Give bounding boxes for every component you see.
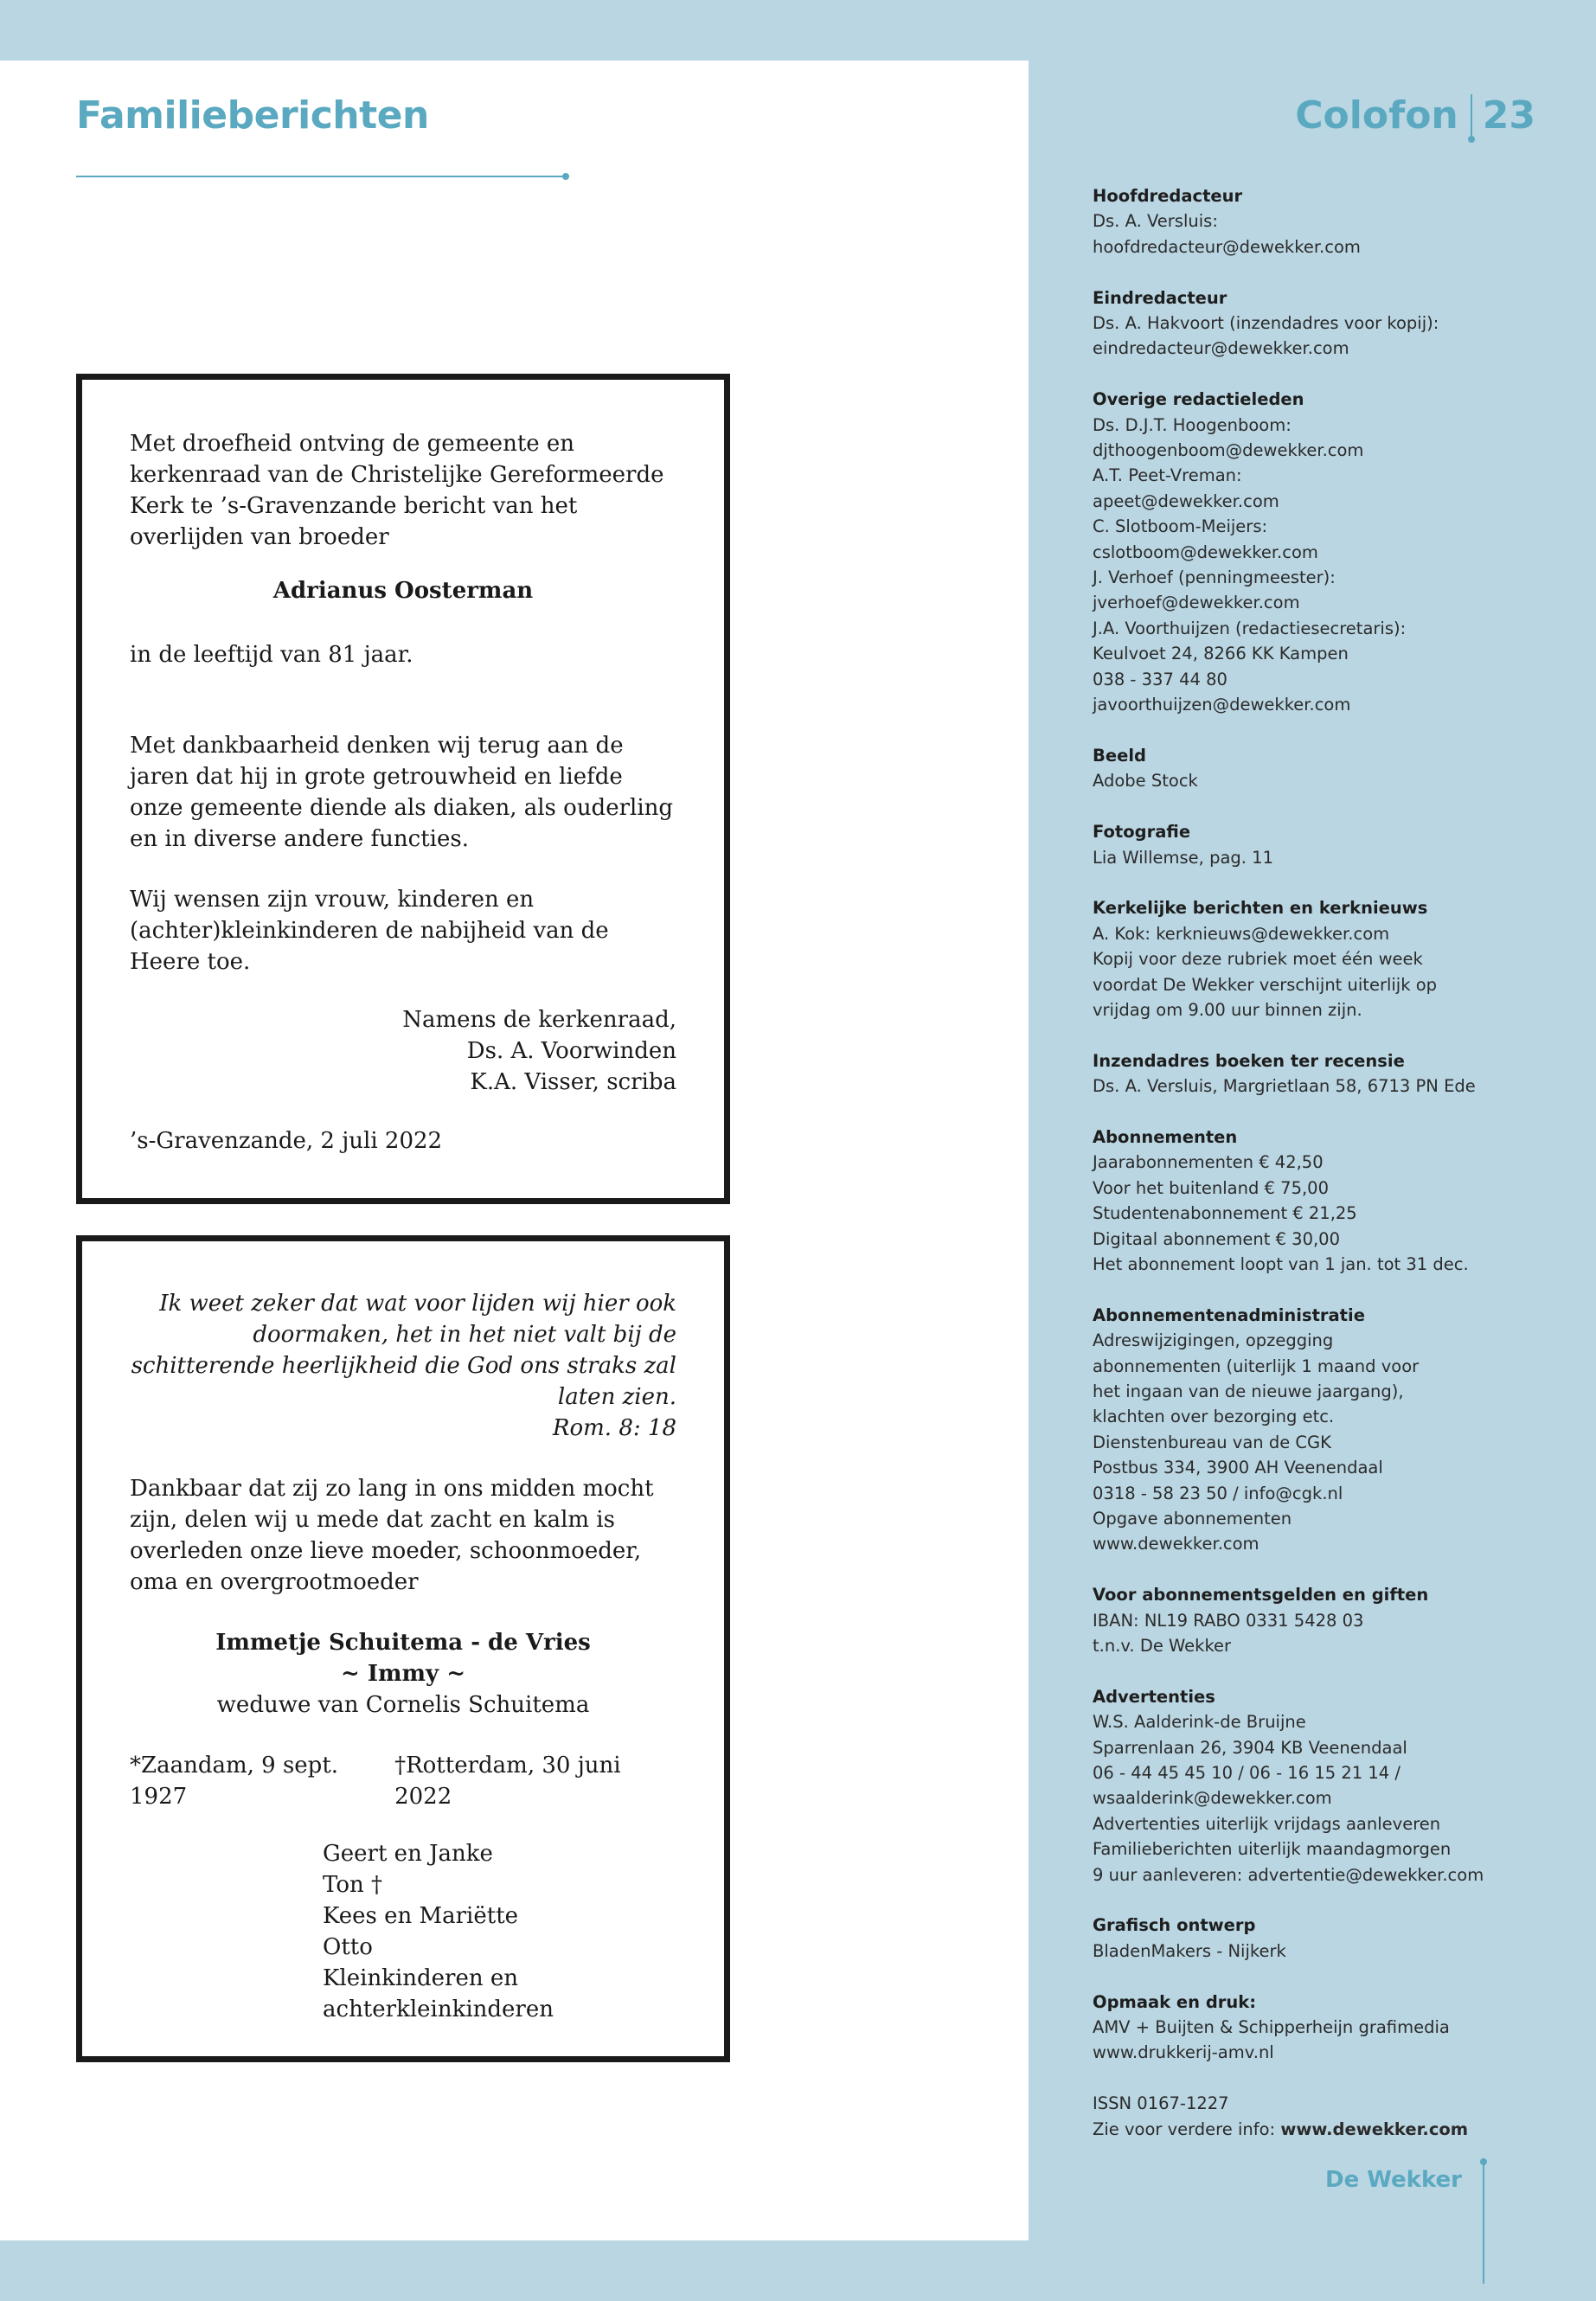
colofon-line: Adobe Stock: [1093, 771, 1198, 792]
colofon-line: C. Slotboom-Meijers:: [1093, 516, 1268, 537]
colofon-line: Ds. A. Versluis, Margrietlaan 58, 6713 PN Ede: [1093, 1076, 1476, 1097]
colofon-line: Advertenties uiterlijk vrijdags aanleveren: [1093, 1813, 1441, 1834]
colofon-line: Postbus 334, 3900 AH Veenendaal: [1093, 1458, 1383, 1478]
colofon-heading: Overige redactieleden: [1093, 389, 1304, 410]
colofon-block: [1093, 387, 1542, 717]
colofon-block: [1093, 1913, 1542, 1964]
colofon-body: [1093, 183, 1542, 2142]
colofon-line[interactable]: wsaalderink@dewekker.com: [1093, 1788, 1332, 1809]
colofon-line: J.A. Voorthuijzen (redactiesecretaris):: [1093, 618, 1407, 638]
colofon-heading: Eindredacteur: [1093, 287, 1227, 308]
colofon-line[interactable]: eindredacteur@dewekker.com: [1093, 338, 1349, 359]
colofon-line[interactable]: www.dewekker.com: [1093, 1534, 1259, 1554]
bible-reference: Rom. 8: 18: [552, 1415, 676, 1441]
colofon-heading: Inzendadres boeken ter recensie: [1093, 1050, 1405, 1071]
birth-date: *Zaandam, 9 sept. 1927: [130, 1753, 339, 1810]
family-member: Kleinkinderen en: [323, 1965, 518, 1991]
colofon-line: Ds. D.J.T. Hoogenboom:: [1093, 414, 1292, 435]
colofon-line: Ds. A. Versluis:: [1093, 211, 1218, 232]
colofon-line: Keulvoet 24, 8266 KK Kampen: [1093, 644, 1349, 664]
website-line: [1093, 2117, 1542, 2142]
colofon-line: voordat De Wekker verschijnt uiterlijk op: [1093, 974, 1438, 995]
death-notice-oosterman: [76, 374, 730, 1204]
issn-block: [1093, 2091, 1542, 2142]
footer-rule: [1483, 2163, 1484, 2284]
colofon-line: Ds. A. Hakvoort (inzendadres voor kopij):: [1093, 313, 1439, 334]
signature-line: Namens de kerkenraad,: [402, 1007, 676, 1033]
colofon-heading: Voor abonnementsgelden en giften: [1093, 1585, 1429, 1606]
colofon-block: [1093, 1048, 1542, 1099]
colofon-line[interactable]: www.drukkerij-amv.nl: [1093, 2042, 1274, 2063]
colofon-heading: Hoofdredacteur: [1093, 186, 1243, 206]
colofon-block: [1093, 895, 1542, 1022]
colofon-line: Digitaal abonnement € 30,00: [1093, 1228, 1340, 1249]
colofon-block: [1093, 1990, 1542, 2066]
colofon-line: vrijdag om 9.00 uur binnen zijn.: [1093, 999, 1362, 1020]
colofon-block: [1093, 1684, 1542, 1888]
section-title: Familieberichten: [76, 93, 429, 138]
deceased-name: Adrianus Oosterman: [272, 578, 534, 604]
colofon-line[interactable]: djthoogenboom@dewekker.com: [1093, 440, 1364, 461]
colofon-heading: Kerkelijke berichten en kerknieuws: [1093, 898, 1428, 919]
colofon-line: het ingaan van de nieuwe jaargang),: [1093, 1381, 1404, 1401]
colofon-line: Adreswijzigingen, opzegging: [1093, 1330, 1334, 1351]
death-notice-schuitema: [76, 1235, 730, 2062]
colofon-title: Colofon: [1295, 93, 1458, 138]
colofon-line: Kopij voor deze rubriek moet één week: [1093, 949, 1423, 970]
family-member: Otto: [323, 1934, 373, 1960]
colofon-line: Jaarabonnementen € 42,50: [1093, 1152, 1324, 1173]
colofon-line[interactable]: A. Kok: kerknieuws@dewekker.com: [1093, 923, 1390, 944]
family-member: achterkleinkinderen: [323, 1997, 554, 2022]
colofon-block: [1093, 1303, 1542, 1557]
colofon-heading: Fotografie: [1093, 822, 1191, 843]
death-date: †Rotterdam, 30 juni 2022: [394, 1753, 621, 1810]
colofon-heading: Abonnementenadministratie: [1093, 1304, 1365, 1325]
colofon-header: [1295, 93, 1535, 138]
colofon-block: [1093, 1582, 1542, 1658]
page-number: 23: [1482, 93, 1535, 138]
deceased-nickname: ~ Immy ~: [341, 1661, 465, 1687]
colofon-line[interactable]: cslotboom@dewekker.com: [1093, 542, 1318, 562]
colofon-line[interactable]: 9 uur aanleveren: advertentie@dewekker.com: [1093, 1864, 1484, 1885]
footer-rule-dot: [1480, 2158, 1487, 2165]
colofon-line: klachten over bezorging etc.: [1093, 1407, 1335, 1427]
colofon-line: Opgave abonnementen: [1093, 1509, 1292, 1529]
colofon-line: 038 - 337 44 80: [1093, 669, 1227, 689]
colofon-block: [1093, 1125, 1542, 1277]
colofon-line: IBAN: NL19 RABO 0331 5428 03: [1093, 1610, 1364, 1631]
notice-intro: Met droefheid ontving de gemeente en kerkenraad van de Christelijke Gereformeerde Kerk te ’s-Gravenzande bericht van het overlijden van broeder: [130, 431, 664, 550]
colofon-line[interactable]: javoorthuijzen@dewekker.com: [1093, 695, 1351, 715]
website-prefix: Zie voor verdere info:: [1093, 2118, 1281, 2139]
colofon-line: 06 - 44 45 45 10 / 06 - 16 15 21 14 /: [1093, 1763, 1401, 1784]
place-date: ’s-Gravenzande, 2 juli 2022: [130, 1128, 443, 1154]
colofon-line[interactable]: jverhoef@dewekker.com: [1093, 593, 1300, 613]
bible-quote: Ik weet zeker dat wat voor lijden wij hier ook doormaken, het in het niet valt bij de schitterende heerlijkheid die God ons straks zal laten zien.: [131, 1291, 676, 1410]
signature-block: [130, 1004, 676, 1098]
colofon-line: Voor het buitenland € 75,00: [1093, 1177, 1329, 1198]
colofon-block: [1093, 743, 1542, 794]
colofon-block: [1093, 183, 1542, 260]
colofon-heading: Grafisch ontwerp: [1093, 1915, 1256, 1936]
colofon-heading: Abonnementen: [1093, 1126, 1238, 1147]
colofon-block: [1093, 819, 1542, 870]
footer-brand: De Wekker: [1325, 2167, 1462, 2193]
notice-age: in de leeftijd van 81 jaar.: [130, 642, 413, 668]
family-member: Kees en Mariëtte: [323, 1903, 519, 1929]
rule-dot: [562, 173, 569, 180]
colofon-line: Dienstenbureau van de CGK: [1093, 1432, 1331, 1452]
widow-line: weduwe van Cornelis Schuitema: [216, 1692, 590, 1718]
colofon-line: J. Verhoef (penningmeester):: [1093, 567, 1336, 588]
colofon-line: abonnementen (uiterlijk 1 maand voor: [1093, 1356, 1420, 1376]
colofon-line: A.T. Peet-Vreman:: [1093, 465, 1242, 486]
colofon-heading: Opmaak en druk:: [1093, 1991, 1257, 2012]
colofon-block: [1093, 285, 1542, 362]
signature-line: Ds. A. Voorwinden: [466, 1038, 676, 1064]
colofon-line: t.n.v. De Wekker: [1093, 1636, 1232, 1657]
colofon-line: BladenMakers - Nijkerk: [1093, 1940, 1286, 1961]
colofon-line: Lia Willemse, pag. 11: [1093, 847, 1273, 868]
colofon-line: W.S. Aalderink-de Bruijne: [1093, 1712, 1306, 1733]
colofon-line: Sparrenlaan 26, 3904 KB Veenendaal: [1093, 1737, 1407, 1758]
issn-line: ISSN 0167-1227: [1093, 2093, 1229, 2114]
colofon-line[interactable]: 0318 - 58 23 50 / info@cgk.nl: [1093, 1483, 1343, 1503]
colofon-line: AMV + Buijten & Schipperheijn grafimedia: [1093, 2017, 1450, 2038]
family-list: [323, 1838, 676, 2025]
family-member: Geert en Janke: [323, 1841, 493, 1867]
family-member: Ton †: [323, 1872, 382, 1898]
colofon-line[interactable]: apeet@dewekker.com: [1093, 490, 1279, 511]
colofon-line: Familieberichten uiterlijk maandagmorgen: [1093, 1839, 1452, 1860]
header-divider: [1471, 94, 1472, 138]
colofon-line: Het abonnement loopt van 1 jan. tot 31 dec.: [1093, 1253, 1469, 1274]
notice-paragraph: Wij wensen zijn vrouw, kinderen en (achter)kleinkinderen de nabijheid van de Heere toe.: [130, 887, 609, 975]
title-rule: [76, 176, 566, 177]
notice-paragraph: Met dankbaarheid denken wij terug aan de jaren dat hij in grote getrouwheid en liefde onze gemeente diende als diaken, als ouderling en in diverse andere functies.: [130, 733, 674, 852]
signature-line: K.A. Visser, scriba: [470, 1069, 676, 1095]
colofon-line: Studentenabonnement € 21,25: [1093, 1203, 1357, 1224]
notice-intro: Dankbaar dat zij zo lang in ons midden mocht zijn, delen wij u mede dat zacht en kalm is overleden onze lieve moeder, schoonmoeder, oma en overgrootmoeder: [130, 1476, 654, 1595]
divider-dot: [1468, 136, 1475, 143]
colofon-heading: Advertenties: [1093, 1686, 1215, 1707]
website-link[interactable]: www.dewekker.com: [1280, 2118, 1469, 2139]
colofon-line[interactable]: hoofdredacteur@dewekker.com: [1093, 236, 1361, 257]
colofon-heading: Beeld: [1093, 745, 1146, 766]
deceased-name: Immetje Schuitema - de Vries: [215, 1630, 591, 1656]
